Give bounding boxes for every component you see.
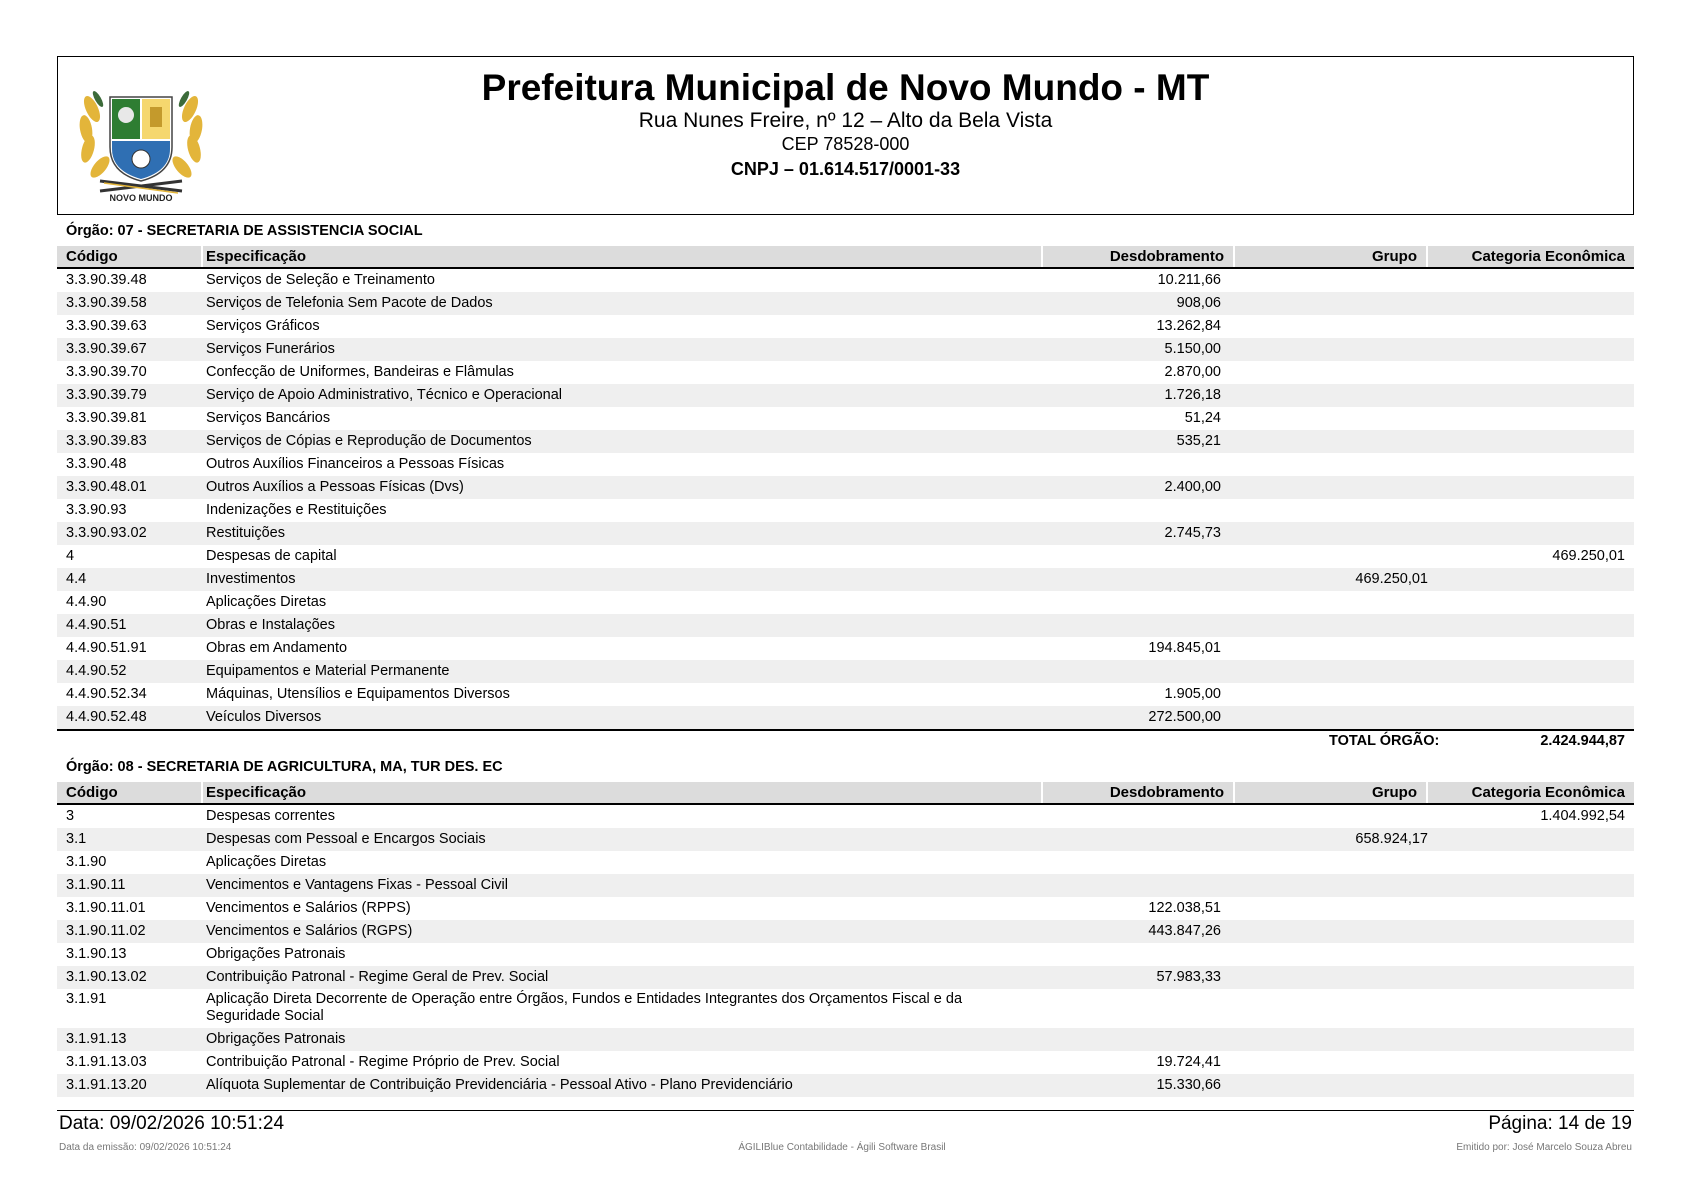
cell-grupo: [1221, 453, 1428, 476]
cell-desdobramento: [1043, 453, 1221, 476]
cell-categoria: [1428, 897, 1634, 920]
table-row: [57, 614, 1634, 637]
cell-desdobramento: [1043, 614, 1221, 637]
cell-categoria: [1428, 874, 1634, 897]
table-row: [57, 499, 1634, 522]
cell-categoria: 469.250,01: [1552, 548, 1625, 564]
cell-grupo: [1221, 897, 1428, 920]
table-row: [57, 1028, 1634, 1051]
cell-especificacao: Contribuição Patronal - Regime Geral de Prev. Social: [206, 969, 549, 985]
cell-categoria: [1428, 637, 1634, 660]
cell-categoria: [1428, 1074, 1634, 1097]
cell-categoria: [1428, 966, 1634, 989]
cell-codigo: 3.1.90.11.02: [66, 923, 146, 939]
cell-desdobramento: [1043, 851, 1221, 874]
cell-grupo: [1221, 1074, 1428, 1097]
cell-especificacao: Serviço de Apoio Administrativo, Técnico e Operacional: [206, 387, 562, 403]
table-row: [57, 338, 1634, 361]
cell-codigo: 3.3.90.39.81: [66, 410, 147, 426]
cell-grupo: [1221, 683, 1428, 706]
cell-codigo: 4.4.90.51: [66, 617, 127, 633]
cell-desdobramento: [1043, 591, 1221, 614]
cell-especificacao: Veículos Diversos: [206, 709, 322, 725]
cell-especificacao: Vencimentos e Salários (RGPS): [206, 923, 413, 939]
cell-grupo: [1221, 499, 1428, 522]
table-row: [57, 805, 1634, 828]
cell-grupo: [1221, 269, 1428, 292]
cell-codigo: 3.1.90.11.01: [66, 900, 146, 916]
cell-grupo: [1221, 430, 1428, 453]
cell-codigo: 3.3.90.93.02: [66, 525, 147, 541]
cell-codigo: 4.4.90.52.34: [66, 686, 147, 702]
cell-grupo: [1221, 874, 1428, 897]
cell-desdobramento: 1.905,00: [1164, 686, 1221, 702]
cell-codigo: 3.1.90: [66, 854, 107, 870]
column-header-especificacao: Especificação: [203, 246, 1041, 267]
cell-desdobramento: 2.400,00: [1164, 479, 1221, 495]
cell-grupo: [1221, 805, 1428, 828]
cell-especificacao: Contribuição Patronal - Regime Próprio de Prev. Social: [206, 1054, 560, 1070]
cell-codigo: 3.3.90.39.63: [66, 318, 147, 334]
cell-categoria: [1428, 1051, 1634, 1074]
cell-categoria: [1428, 568, 1634, 591]
table-row: [57, 966, 1634, 989]
table-row: [57, 874, 1634, 897]
page-title: Prefeitura Municipal de Novo Mundo - MT: [481, 67, 1210, 108]
cell-categoria: [1428, 269, 1634, 292]
cell-desdobramento: [1043, 660, 1221, 683]
cell-categoria: [1428, 315, 1634, 338]
table-row: [57, 828, 1634, 851]
cell-categoria: [1428, 430, 1634, 453]
table-row: [57, 706, 1634, 729]
cell-especificacao: Serviços Gráficos: [206, 318, 320, 334]
cell-categoria: [1428, 361, 1634, 384]
table-row: [57, 453, 1634, 476]
column-header-codigo: Código: [57, 782, 201, 803]
cell-desdobramento: 443.847,26: [1148, 923, 1221, 939]
cell-codigo: 3.3.90.39.70: [66, 364, 147, 380]
report-header: [57, 56, 1634, 215]
cell-codigo: 4.4.90: [66, 594, 107, 610]
table-row: [57, 660, 1634, 683]
column-header-categoria: Categoria Econômica: [1428, 782, 1634, 803]
cell-especificacao: Aplicações Diretas: [206, 594, 327, 610]
cell-especificacao: Aplicação Direta Decorrente de Operação entre Órgãos, Fundos e Entidades Integrantes dos Orçamentos Fiscal e da Seguridade Social: [206, 991, 963, 1024]
cell-especificacao: Despesas de capital: [206, 548, 337, 564]
total-orgao-value: 2.424.944,87: [1540, 733, 1625, 749]
cell-desdobramento: 122.038,51: [1148, 900, 1221, 916]
cell-grupo: [1221, 920, 1428, 943]
cell-desdobramento: [1043, 545, 1221, 568]
cell-especificacao: Obras e Instalações: [206, 617, 335, 633]
cell-especificacao: Serviços de Seleção e Treinamento: [206, 272, 435, 288]
cell-especificacao: Outros Auxílios a Pessoas Físicas (Dvs): [206, 479, 464, 495]
cell-categoria: [1428, 407, 1634, 430]
cell-codigo: 4.4.90.52: [66, 663, 127, 679]
cell-especificacao: Investimentos: [206, 571, 296, 587]
table-row: [57, 943, 1634, 966]
cell-grupo: [1221, 637, 1428, 660]
cell-categoria: [1428, 1028, 1634, 1051]
cell-desdobramento: 2.745,73: [1164, 525, 1221, 541]
cell-codigo: 3.1.90.13.02: [66, 969, 147, 985]
cell-grupo: [1221, 361, 1428, 384]
cell-especificacao: Serviços Bancários: [206, 410, 331, 426]
table-header: [57, 782, 1634, 805]
cell-codigo: 3.1.90.11: [66, 877, 126, 893]
orgao-title: Órgão: 08 - SECRETARIA DE AGRICULTURA, MA, TUR DES. EC: [66, 759, 503, 775]
cell-codigo: 3.3.90.39.83: [66, 433, 147, 449]
cell-grupo: 469.250,01: [1355, 571, 1428, 587]
column-header-desdobramento: Desdobramento: [1043, 782, 1233, 803]
cell-categoria: [1428, 943, 1634, 966]
table-row: [57, 384, 1634, 407]
cell-especificacao: Alíquota Suplementar de Contribuição Previdenciária - Pessoal Ativo - Plano Previdenciário: [206, 1077, 793, 1093]
cell-grupo: [1221, 476, 1428, 499]
cell-codigo: 3.1: [66, 831, 87, 847]
cell-codigo: 3.1.91.13: [66, 1031, 127, 1047]
svg-text:NOVO MUNDO: NOVO MUNDO: [109, 193, 173, 203]
footer-divider: [57, 1110, 1634, 1111]
table-row: [57, 591, 1634, 614]
table-row: [57, 1051, 1634, 1074]
cell-codigo: 3.3.90.39.67: [66, 341, 147, 357]
table-row: [57, 989, 1634, 1028]
table-row: [57, 683, 1634, 706]
table-row: [57, 315, 1634, 338]
cell-grupo: [1221, 614, 1428, 637]
cell-grupo: [1221, 591, 1428, 614]
footer-date: Data: 09/02/2026 10:51:24: [59, 1113, 285, 1134]
cell-grupo: [1221, 1028, 1428, 1051]
cell-categoria: [1428, 614, 1634, 637]
table-row: [57, 522, 1634, 545]
cell-desdobramento: 5.150,00: [1164, 341, 1221, 357]
cell-categoria: [1428, 660, 1634, 683]
cell-grupo: [1221, 943, 1428, 966]
column-header-desdobramento: Desdobramento: [1043, 246, 1233, 267]
table-row: [57, 407, 1634, 430]
cell-categoria: [1428, 384, 1634, 407]
cell-codigo: 3.3.90.39.79: [66, 387, 147, 403]
cell-codigo: 4.4.90.51.91: [66, 640, 147, 656]
header-cnpj: CNPJ – 01.614.517/0001-33: [730, 159, 961, 179]
cell-desdobramento: 2.870,00: [1164, 364, 1221, 380]
orgao-title: Órgão: 07 - SECRETARIA DE ASSISTENCIA SOCIAL: [66, 223, 423, 239]
cell-grupo: [1221, 660, 1428, 683]
cell-especificacao: Vencimentos e Vantagens Fixas - Pessoal Civil: [206, 877, 508, 893]
footer-page-number: Página: 14 de 19: [1488, 1113, 1632, 1134]
cell-categoria: [1428, 683, 1634, 706]
cell-codigo: 4.4.90.52.48: [66, 709, 147, 725]
table-row: [57, 920, 1634, 943]
orgao-07-rows: [57, 269, 1634, 729]
cell-especificacao: Máquinas, Utensílios e Equipamentos Diversos: [206, 686, 510, 702]
orgao-08-rows: [57, 805, 1634, 1097]
cell-codigo: 3: [66, 808, 75, 824]
table-row: [57, 897, 1634, 920]
cell-categoria: [1428, 499, 1634, 522]
cell-grupo: [1221, 315, 1428, 338]
cell-desdobramento: 19.724,41: [1156, 1054, 1221, 1070]
cell-desdobramento: 908,06: [1176, 295, 1221, 311]
footer-emitted-by: Emitido por: José Marcelo Souza Abreu: [1456, 1142, 1632, 1153]
cell-categoria: [1428, 338, 1634, 361]
table-row: [57, 545, 1634, 568]
cell-especificacao: Aplicações Diretas: [206, 854, 327, 870]
cell-desdobramento: [1043, 1028, 1221, 1051]
cell-especificacao: Serviços de Cópias e Reprodução de Documentos: [206, 433, 532, 449]
cell-codigo: 3.3.90.39.48: [66, 272, 147, 288]
cell-codigo: 4: [66, 548, 75, 564]
cell-categoria: [1428, 920, 1634, 943]
cell-categoria: [1428, 991, 1634, 1028]
table-row: [57, 851, 1634, 874]
cell-codigo: 3.1.90.13: [66, 946, 127, 962]
table-row: [57, 1074, 1634, 1097]
cell-desdobramento: [1043, 568, 1221, 591]
cell-desdobramento: 1.726,18: [1164, 387, 1221, 403]
cell-codigo: 3.3.90.93: [66, 502, 127, 518]
cell-grupo: 658.924,17: [1355, 831, 1428, 847]
cell-desdobramento: 51,24: [1184, 410, 1221, 426]
cell-grupo: [1221, 338, 1428, 361]
cell-especificacao: Obras em Andamento: [206, 640, 348, 656]
column-header-grupo: Grupo: [1235, 782, 1426, 803]
cell-grupo: [1221, 292, 1428, 315]
cell-desdobramento: 535,21: [1176, 433, 1221, 449]
table-row: [57, 269, 1634, 292]
cell-desdobramento: [1043, 943, 1221, 966]
total-orgao-line: [57, 729, 1634, 752]
cell-categoria: [1428, 706, 1634, 729]
cell-grupo: [1221, 407, 1428, 430]
cell-codigo: 3.1.91: [66, 991, 107, 1007]
header-cep: CEP 78528-000: [781, 134, 910, 154]
cell-categoria: [1428, 828, 1634, 851]
cell-desdobramento: [1043, 991, 1221, 1028]
cell-especificacao: Equipamentos e Material Permanente: [206, 663, 450, 679]
header-address: Rua Nunes Freire, nº 12 – Alto da Bela Vista: [638, 109, 1053, 132]
column-header-categoria: Categoria Econômica: [1428, 246, 1634, 267]
table-row: [57, 476, 1634, 499]
table-row: [57, 430, 1634, 453]
cell-desdobramento: [1043, 874, 1221, 897]
cell-categoria: 1.404.992,54: [1540, 808, 1625, 824]
cell-especificacao: Obrigações Patronais: [206, 1031, 346, 1047]
total-orgao-label: TOTAL ÓRGÃO:: [1329, 733, 1440, 749]
cell-especificacao: Despesas com Pessoal e Encargos Sociais: [206, 831, 486, 847]
table-row: [57, 637, 1634, 660]
cell-desdobramento: 10.211,66: [1157, 272, 1221, 288]
cell-grupo: [1221, 851, 1428, 874]
cell-categoria: [1428, 522, 1634, 545]
cell-categoria: [1428, 476, 1634, 499]
cell-especificacao: Serviços de Telefonia Sem Pacote de Dados: [206, 295, 493, 311]
cell-grupo: [1221, 966, 1428, 989]
table-row: [57, 568, 1634, 591]
cell-especificacao: Despesas correntes: [206, 808, 335, 824]
cell-desdobramento: 272.500,00: [1148, 709, 1221, 725]
cell-desdobramento: [1043, 499, 1221, 522]
footer-software: ÁGILIBlue Contabilidade - Ágili Software Brasil: [738, 1142, 946, 1153]
orgao-07-section: [57, 221, 1634, 752]
cell-codigo: 3.1.91.13.03: [66, 1054, 147, 1070]
cell-categoria: [1428, 453, 1634, 476]
cell-especificacao: Confecção de Uniformes, Bandeiras e Flâmulas: [206, 364, 514, 380]
cell-codigo: 4.4: [66, 571, 87, 587]
cell-desdobramento: 13.262,84: [1156, 318, 1221, 334]
cell-especificacao: Vencimentos e Salários (RPPS): [206, 900, 411, 916]
table-header: [57, 246, 1634, 269]
column-header-especificacao: Especificação: [203, 782, 1041, 803]
cell-especificacao: Serviços Funerários: [206, 341, 335, 357]
cell-desdobramento: [1043, 828, 1221, 851]
cell-especificacao: Obrigações Patronais: [206, 946, 346, 962]
cell-especificacao: Outros Auxílios Financeiros a Pessoas Físicas: [206, 456, 505, 472]
cell-grupo: [1221, 384, 1428, 407]
cell-grupo: [1221, 991, 1428, 1028]
orgao-08-section: [57, 757, 1634, 1097]
cell-categoria: [1428, 851, 1634, 874]
cell-categoria: [1428, 292, 1634, 315]
cell-grupo: [1221, 522, 1428, 545]
table-row: [57, 292, 1634, 315]
cell-especificacao: Indenizações e Restituições: [206, 502, 387, 518]
footer-emission-date: Data da emissão: 09/02/2026 10:51:24: [59, 1142, 232, 1153]
cell-desdobramento: 57.983,33: [1156, 969, 1221, 985]
table-row: [57, 361, 1634, 384]
cell-codigo: 3.3.90.48.01: [66, 479, 147, 495]
cell-grupo: [1221, 1051, 1428, 1074]
cell-categoria: [1428, 591, 1634, 614]
cell-desdobramento: 15.330,66: [1156, 1077, 1221, 1093]
cell-desdobramento: 194.845,01: [1148, 640, 1221, 656]
cell-codigo: 3.3.90.48: [66, 456, 127, 472]
cell-codigo: 3.3.90.39.58: [66, 295, 147, 311]
cell-especificacao: Restituições: [206, 525, 285, 541]
cell-grupo: [1221, 545, 1428, 568]
cell-grupo: [1221, 706, 1428, 729]
column-header-codigo: Código: [57, 246, 201, 267]
column-header-grupo: Grupo: [1235, 246, 1426, 267]
cell-desdobramento: [1043, 805, 1221, 828]
cell-codigo: 3.1.91.13.20: [66, 1077, 147, 1093]
